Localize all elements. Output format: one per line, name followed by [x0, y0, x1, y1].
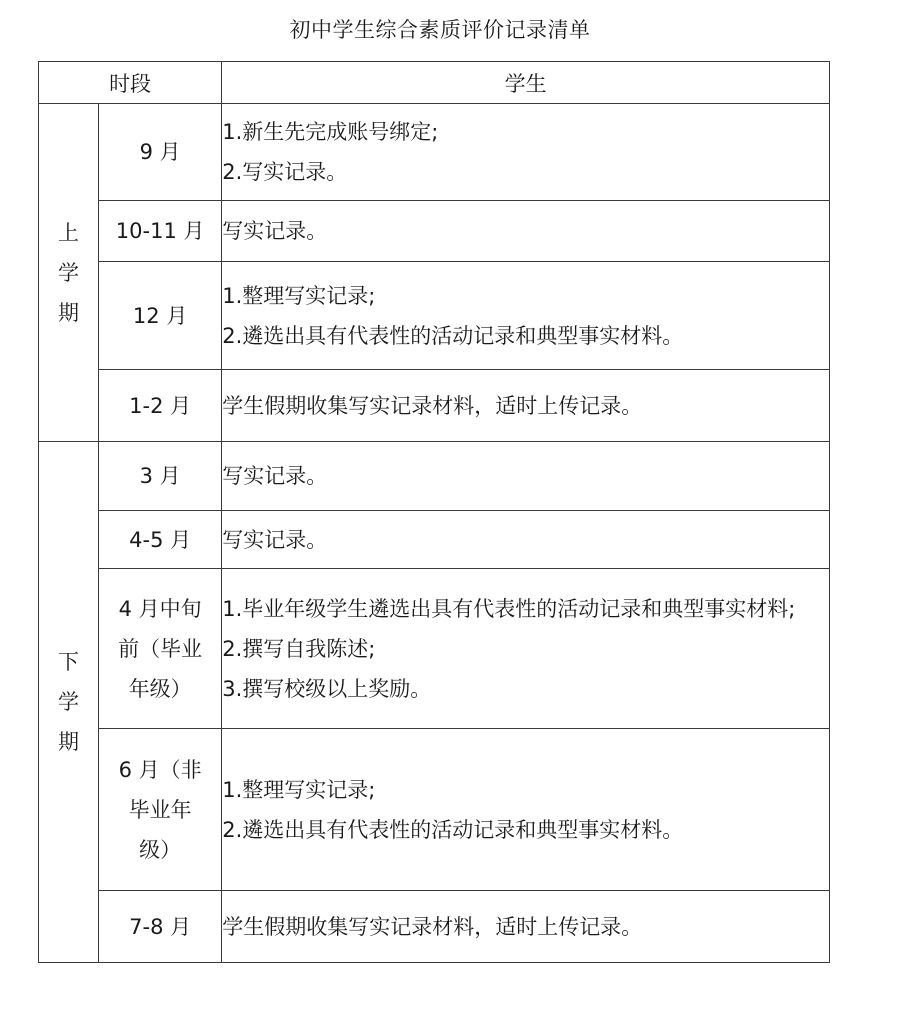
task-line: 1.毕业年级学生遴选出具有代表性的活动记录和典型事实材料; [222, 596, 796, 621]
term-first-label: 上学期 [58, 220, 80, 325]
table-row [39, 729, 830, 891]
task-cell [222, 104, 830, 201]
task-cell [222, 729, 830, 891]
task-line: 1.整理写实记录; [222, 283, 376, 308]
task-line: 1.新生先完成账号绑定; [222, 120, 439, 144]
record-table [38, 61, 830, 963]
month-cell: 4-5 月 [99, 511, 222, 569]
header-student: 学生 [222, 62, 830, 104]
table-row [39, 511, 830, 569]
month-cell: 12 月 [99, 262, 222, 370]
month-cell [99, 569, 222, 729]
term-first-semester [39, 104, 99, 442]
month-cell: 10-11 月 [99, 201, 222, 262]
table-row [39, 201, 830, 262]
task-line: 1.整理写实记录; [222, 777, 376, 802]
task-cell [222, 442, 830, 511]
task-cell [222, 262, 830, 370]
task-line: 学生假期收集写实记录材料，适时上传记录。 [222, 914, 643, 939]
header-period: 时段 [39, 62, 222, 104]
table-row [39, 262, 830, 370]
term-second-label: 下学期 [58, 650, 80, 754]
table-row [39, 370, 830, 442]
task-cell [222, 511, 830, 569]
task-line: 2.撰写自我陈述; [222, 636, 376, 661]
table-header-row [39, 62, 830, 104]
task-line: 写实记录。 [222, 464, 328, 488]
month-label: 6 月（非毕业年级） [118, 757, 202, 862]
task-cell [222, 891, 830, 963]
task-line: 2.遴选出具有代表性的活动记录和典型事实材料。 [222, 323, 684, 348]
table-row [39, 442, 830, 511]
task-line: 3.撰写校级以上奖励。 [222, 676, 432, 701]
task-line: 写实记录。 [222, 219, 328, 243]
month-cell [99, 729, 222, 891]
document-title: 初中学生综合素质评价记录清单 [289, 18, 591, 42]
table-row [39, 104, 830, 201]
task-line: 2.遴选出具有代表性的活动记录和典型事实材料。 [222, 817, 684, 842]
table-row [39, 891, 830, 963]
term-second-semester [39, 442, 99, 963]
month-cell: 3 月 [99, 442, 222, 511]
month-cell: 7-8 月 [99, 891, 222, 963]
task-cell [222, 569, 830, 729]
task-cell [222, 201, 830, 262]
task-line: 2.写实记录。 [222, 160, 348, 184]
task-line: 写实记录。 [222, 527, 328, 552]
table-row [39, 569, 830, 729]
month-cell: 1-2 月 [99, 370, 222, 442]
task-cell [222, 370, 830, 442]
month-label: 4 月中旬前（毕业年级） [118, 596, 203, 701]
task-line: 学生假期收集写实记录材料，适时上传记录。 [222, 393, 643, 418]
month-cell: 9 月 [99, 104, 222, 201]
